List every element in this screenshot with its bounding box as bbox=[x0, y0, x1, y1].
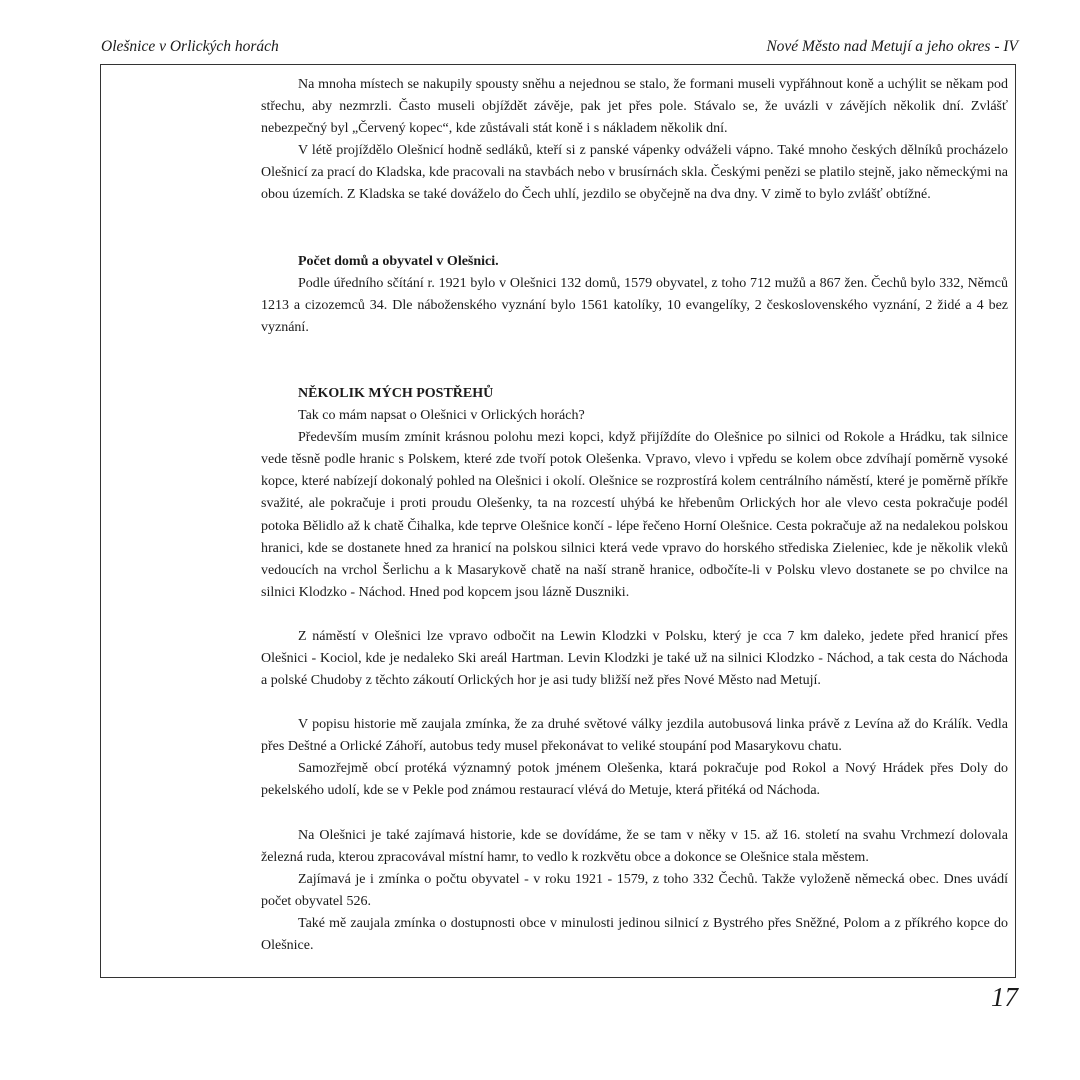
paragraph: Zajímavá je i zmínka o počtu obyvatel - v roku 1921 - 1579, z toho 332 Čechů. Takže vyloženě německá obec. Dnes uvádí počet obyvatel 526. bbox=[261, 871, 1008, 909]
paragraph: V popisu historie mě zaujala zmínka, že za druhé světové války jezdila autobusová linka právě z Levína až do Králík. Vedla přes Deštné a Orlické Záhoří, autobus tedy musel překonávat to veliké stoupání pod Masarykovu chatu. bbox=[261, 717, 1008, 755]
section-observations bbox=[261, 383, 1008, 604]
section-winter-transport bbox=[261, 74, 1008, 207]
header-left-title: Olešnice v Orlických horách bbox=[101, 38, 279, 55]
section-history bbox=[261, 825, 1008, 958]
section-heading: NĚKOLIK MÝCH POSTŘEHŮ bbox=[298, 385, 494, 401]
paragraph: Podle úředního sčítání r. 1921 bylo v Olešnici 132 domů, 1579 obyvatel, z toho 712 mužů a 867 žen. Čechů bylo 332, Němců 1213 a cizozemců 34. Dle náboženského vyznání bylo 1561 katolíky, 10 evangelíky, 2 československého vyznání, 2 židé a 4 bez vyznání. bbox=[261, 275, 1008, 335]
paragraph: Také mě zaujala zmínka o dostupnosti obce v minulosti jedinou silnicí z Bystrého přes Sněžné, Polom a z příkrého kopce do Olešnice. bbox=[261, 915, 1008, 953]
section-population bbox=[261, 251, 1008, 339]
paragraph: Tak co mám napsat o Olešnici v Orlických horách? bbox=[298, 408, 585, 424]
paragraph: V létě projíždělo Olešnicí hodně sedláků, kteří si z panské vápenky odváželi vápno. Také mnoho českých dělníků procházelo Olešnicí za prací do Kladska, kde pracovali na stavbách nebo v brusírnách skla. Českými penězi se platilo stejně, jako německými na obou územích. Z Kladska se také dováželo do Čech uhlí, jezdilo se obyčejně na dva dny. V zimě to bylo zvlášť obtížné. bbox=[261, 143, 1008, 203]
paragraph: Na Olešnici je také zajímavá historie, kde se dovídáme, že se tam v něky v 15. až 16. století na svahu Vrchmezí dolovala železná ruda, kterou zpracovával místní hamr, to vedlo k rozkvětu obce a dokonce se Olešnice stala městem. bbox=[261, 827, 1008, 865]
running-header bbox=[101, 38, 1018, 60]
paragraph: Především musím zmínit krásnou polohu mezi kopci, když přijíždíte do Olešnice po silnici od Rokole a Hrádku, tak silnice vede těsně podle hranic s Polskem, které zde tvoří potok Olešenka. Vpravo, vlevo i vpředu se kolem obce zdvíhají poměrně vysoké kopce, které nabízejí dokonalý pohled na Olešnici i okolí. Olešnice se rozprostírá kolem centrálního náměstí, které je poměrně příkře svažité, ale pokračuje i proti proudu Olešenky, ta na rozcestí uhýbá ke hřebenům Orlických hor ale vlevo cesta pokračuje podél potoka Bělidlo až k chatě Čihalka, kde teprve Olešnice končí - lépe řečeno Horní Olešnice. Cesta pokračuje až na nedalekou polskou hranici, kde se dostanete hned za hranicí na polskou silnici která vede vpravo do horského střediska Zieleniec, kde je několik vleků vedoucích na vrchol Šerlichu a k Masarykově chatě na naší straně hranice, odbočíte-li v Polsku vlevo dostanete se po chvilce na silnici Klodzko - Náchod. Hned pod kopcem jsou lázně Duszniki. bbox=[261, 430, 1008, 600]
page-number: 17 bbox=[991, 982, 1018, 1012]
section-bus-line bbox=[261, 714, 1008, 802]
page-body bbox=[261, 74, 1008, 957]
section-heading: Počet domů a obyvatel v Olešnici. bbox=[298, 253, 499, 269]
section-lewin-route bbox=[261, 626, 1008, 692]
paragraph: Z náměstí v Olešnici lze vpravo odbočit na Lewin Klodzki v Polsku, který je cca 7 km daleko, jedete před hranicí přes Olešnici - Kociol, kde je nedaleko Ski areál Hartman. Levin Klodzki je také už na silnici Klodzko - Náchod, a tak cesta do Náchoda a polské Chudoby z těchto zákoutí Orlických hor je asi tudy bližší než přes Nové Město nad Metují. bbox=[261, 628, 1008, 689]
paragraph: Samozřejmě obcí protéká významný potok jménem Olešenka, ktará pokračuje pod Rokol a Nový Hrádek přes Doly do pekelského udolí, kde se v Pekle pod známou restaurací vlévá do Metuje, která přitéká od Náchoda. bbox=[261, 761, 1008, 799]
header-right-title: Nové Město nad Metují a jeho okres - IV bbox=[766, 38, 1018, 55]
paragraph: Na mnoha místech se nakupily spousty sněhu a nejednou se stalo, že formani museli vypřáhnout koně a uchýlit se někam pod střechu, aby nezmrzli. Často museli objíždět závěje, pak jet přes pole. Stávalo se, že uvázli v závějích několik dní. Zvlášť nebezpečný byl „Červený kopec“, kde zůstávali stát koně i s nákladem několik dní. bbox=[261, 77, 1008, 137]
